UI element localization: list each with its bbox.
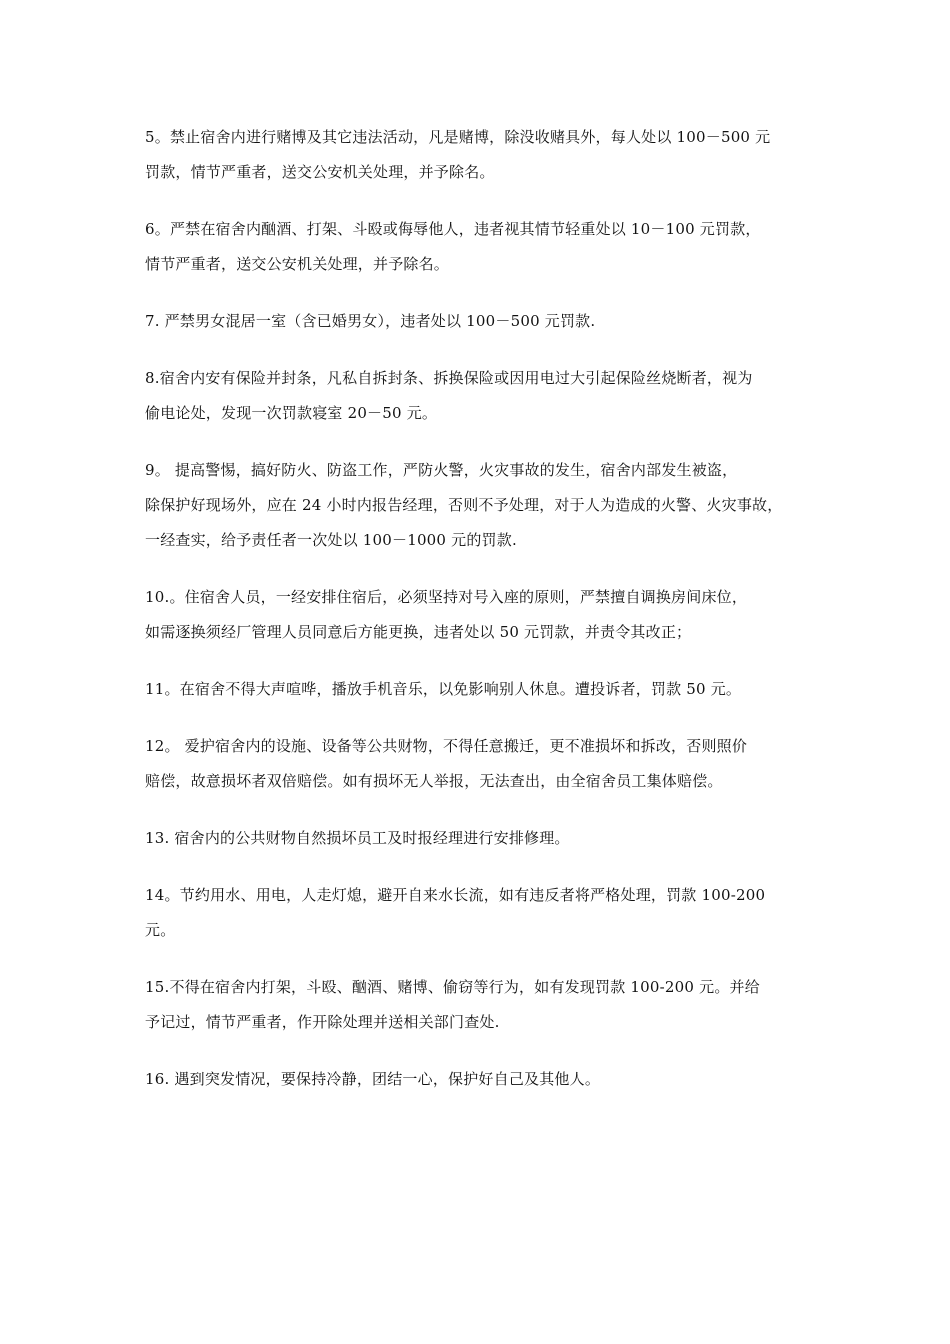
rule-line: 7. 严禁男女混居一室（含已婚男女），违者处以 100－500 元罚款. xyxy=(145,312,596,330)
rule-line: 赔偿，故意损坏者双倍赔偿。如有损坏无人举报，无法查出，由全宿舍员工集体赔偿。 xyxy=(145,772,723,790)
rule-line: 14。节约用水、用电，人走灯熄，避开自来水长流，如有违反者将严格处理，罚款 100-200 xyxy=(145,886,766,904)
rule-line: 16. 遇到突发情况，要保持冷静，团结一心，保护好自己及其他人。 xyxy=(145,1070,601,1088)
rule-line: 11。在宿舍不得大声喧哗，播放手机音乐，以免影响别人休息。遭投诉者，罚款 50 元。 xyxy=(145,680,742,698)
rules-list xyxy=(145,120,815,1119)
rule-line: 偷电论处，发现一次罚款寝室 20－50 元。 xyxy=(145,404,438,422)
rule-line: 13. 宿舍内的公共财物自然损坏员工及时报经理进行安排修理。 xyxy=(145,829,570,847)
rule-5 xyxy=(145,120,815,190)
rule-line: 6。严禁在宿舍内酗酒、打架、斗殴或侮辱他人，违者视其情节轻重处以 10－100 元罚款， xyxy=(145,220,761,238)
rule-line: 予记过，情节严重者，作开除处理并送相关部门查处. xyxy=(145,1013,500,1031)
rule-line: 如需逐换须经厂管理人员同意后方能更换，违者处以 50 元罚款，并责令其改正； xyxy=(145,623,692,641)
rule-11 xyxy=(145,672,815,707)
rule-line: 元。 xyxy=(145,921,176,939)
rule-line: 10.。住宿舍人员，一经安排住宿后，必须坚持对号入座的原则，严禁擅自调换房间床位， xyxy=(145,588,748,606)
rule-15 xyxy=(145,970,815,1040)
rule-13 xyxy=(145,821,815,856)
rule-8 xyxy=(145,361,815,431)
rule-14 xyxy=(145,878,815,948)
rule-line: 8.宿舍内安有保险并封条，凡私自拆封条、拆换保险或因用电过大引起保险丝烧断者，视为 xyxy=(145,369,753,387)
rule-line: 除保护好现场外，应在 24 小时内报告经理，否则不予处理，对于人为造成的火警、火灾事故， xyxy=(145,496,783,514)
rule-6 xyxy=(145,212,815,282)
rule-line: 5。禁止宿舍内进行赌博及其它违法活动，凡是赌博，除没收赌具外，每人处以 100－500 元 xyxy=(145,128,771,146)
rule-9 xyxy=(145,453,815,558)
rule-line: 12。 爱护宿舍内的设施、设备等公共财物，不得任意搬迁，更不准损坏和拆改，否则照价 xyxy=(145,737,748,755)
rule-12 xyxy=(145,729,815,799)
rule-16 xyxy=(145,1062,815,1097)
rule-line: 9。 提高警惕，搞好防火、防盗工作，严防火警，火灾事故的发生，宿舍内部发生被盗， xyxy=(145,461,738,479)
rule-7 xyxy=(145,304,815,339)
rule-line: 一经查实，给予责任者一次处以 100－1000 元的罚款. xyxy=(145,531,517,549)
rule-line: 15.不得在宿舍内打架，斗殴、酗酒、赌博、偷窃等行为，如有发现罚款 100-200 元。并给 xyxy=(145,978,760,996)
rule-line: 情节严重者，送交公安机关处理，并予除名。 xyxy=(145,255,450,273)
rule-10 xyxy=(145,580,815,650)
rule-line: 罚款，情节严重者，送交公安机关处理，并予除名。 xyxy=(145,163,495,181)
